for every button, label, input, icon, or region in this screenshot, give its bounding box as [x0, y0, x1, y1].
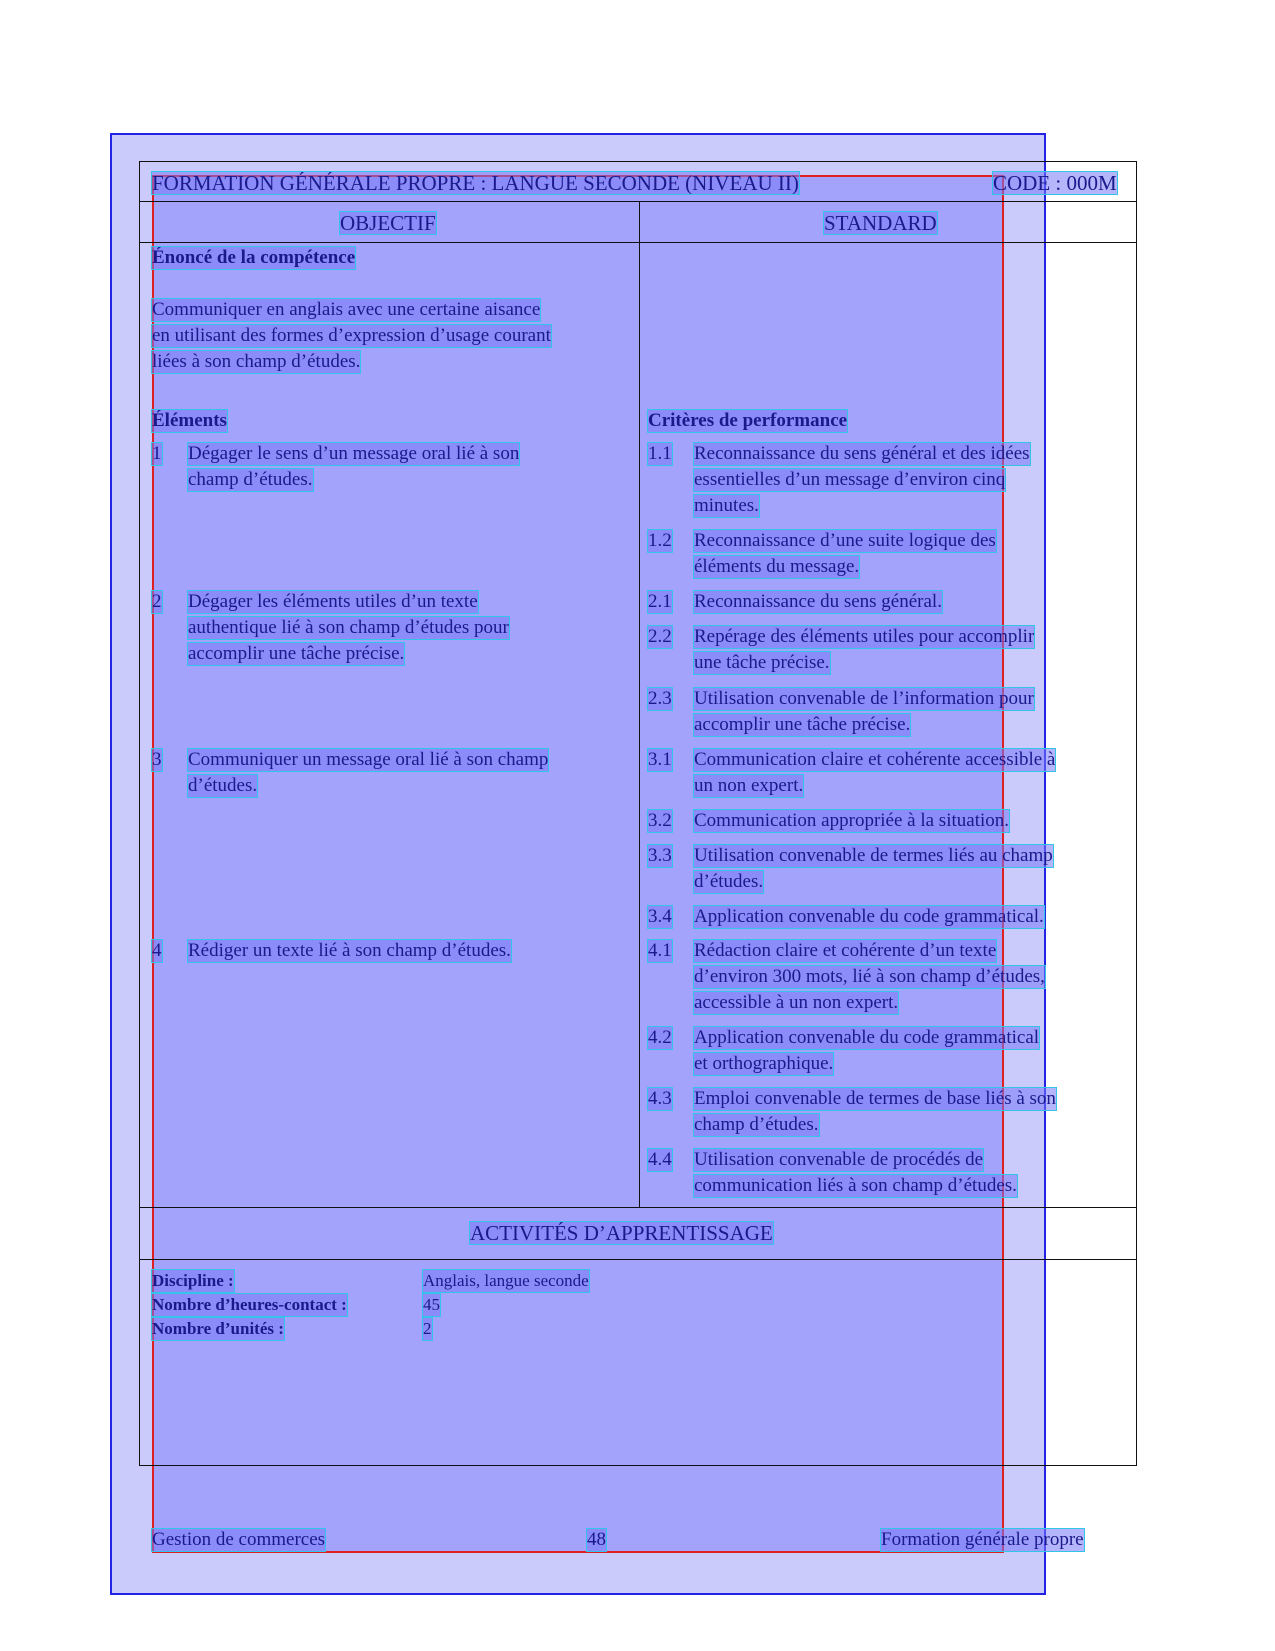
- footer-right: Formation générale propre: [881, 1529, 1084, 1550]
- element-line: Rédiger un texte lié à son champ d’études.: [188, 940, 511, 961]
- critere-number: 2.3: [648, 688, 672, 709]
- critere-line: et orthographique.: [694, 1053, 834, 1074]
- header-title: FORMATION GÉNÉRALE PROPRE : LANGUE SECONDE (NIVEAU II): [152, 171, 799, 195]
- criteres-heading: Critères de performance: [648, 410, 848, 431]
- critere-number: 3.1: [648, 749, 672, 770]
- critere-line: d’environ 300 mots, lié à son champ d’études,: [694, 966, 1045, 987]
- critere-line: Utilisation convenable de procédés de: [694, 1149, 984, 1170]
- critere-number: 4.4: [648, 1149, 672, 1170]
- column-objectif: OBJECTIF: [340, 211, 436, 235]
- critere-line: Reconnaissance du sens général et des idées: [694, 443, 1030, 464]
- element-line: Dégager le sens d’un message oral lié à son: [188, 443, 520, 464]
- critere-number: 4.1: [648, 940, 672, 961]
- activites-top-divider: [139, 1207, 1137, 1208]
- critere-line: éléments du message.: [694, 556, 860, 577]
- footer-left: Gestion de commerces: [152, 1529, 326, 1550]
- discipline-label: Discipline :: [152, 1271, 234, 1290]
- table-border-right: [1136, 161, 1137, 1466]
- table-border-bottom: [139, 1465, 1137, 1466]
- critere-line: accomplir une tâche précise.: [694, 714, 911, 735]
- critere-line: un non expert.: [694, 775, 804, 796]
- critere-line: une tâche précise.: [694, 652, 830, 673]
- critere-line: Reconnaissance du sens général.: [694, 591, 942, 612]
- footer-page-number: 48: [587, 1529, 606, 1550]
- critere-number: 2.2: [648, 626, 672, 647]
- element-line: accomplir une tâche précise.: [188, 643, 405, 664]
- critere-line: Application convenable du code grammatical.: [694, 906, 1044, 927]
- critere-line: Utilisation convenable de termes liés au champ: [694, 845, 1053, 866]
- competence-line: Communiquer en anglais avec une certaine aisance: [152, 299, 541, 320]
- elements-heading: Éléments: [152, 410, 227, 431]
- critere-number: 1.1: [648, 443, 672, 464]
- element-line: authentique lié à son champ d’études pour: [188, 617, 509, 638]
- critere-line: Utilisation convenable de l’information pour: [694, 688, 1034, 709]
- critere-line: Rédaction claire et cohérente d’un texte: [694, 940, 997, 961]
- element-line: Communiquer un message oral lié à son champ: [188, 749, 549, 770]
- critere-line: champ d’études.: [694, 1114, 819, 1135]
- critere-number: 3.4: [648, 906, 672, 927]
- column-standard: STANDARD: [824, 211, 937, 235]
- element-line: d’études.: [188, 775, 258, 796]
- critere-number: 4.2: [648, 1027, 672, 1048]
- activites-bottom-divider: [139, 1259, 1137, 1260]
- columns-divider: [139, 242, 1137, 243]
- critere-line: Application convenable du code grammatical: [694, 1027, 1040, 1048]
- heures-label: Nombre d’heures-contact :: [152, 1295, 347, 1314]
- critere-line: Reconnaissance d’une suite logique des: [694, 530, 996, 551]
- critere-number: 3.3: [648, 845, 672, 866]
- critere-line: d’études.: [694, 871, 764, 892]
- element-line: Dégager les éléments utiles d’un texte: [188, 591, 478, 612]
- unites-label: Nombre d’unités :: [152, 1319, 284, 1338]
- element-number: 3: [152, 749, 162, 770]
- element-number: 1: [152, 443, 162, 464]
- discipline-value: Anglais, langue seconde: [423, 1271, 589, 1290]
- heures-value: 45: [423, 1295, 440, 1314]
- critere-line: essentielles d’un message d’environ cinq: [694, 469, 1006, 490]
- table-border-top: [139, 161, 1137, 162]
- competence-heading: Énoncé de la compétence: [152, 247, 356, 268]
- critere-line: Repérage des éléments utiles pour accomplir: [694, 626, 1035, 647]
- element-number: 2: [152, 591, 162, 612]
- element-number: 4: [152, 940, 162, 961]
- table-border-left: [139, 161, 140, 1466]
- column-separator: [639, 201, 640, 1207]
- critere-line: minutes.: [694, 495, 759, 516]
- critere-number: 3.2: [648, 810, 672, 831]
- competence-line: en utilisant des formes d’expression d’usage courant: [152, 325, 551, 346]
- critere-line: communication liés à son champ d’études.: [694, 1175, 1017, 1196]
- critere-number: 2.1: [648, 591, 672, 612]
- header-divider: [139, 201, 1137, 202]
- unites-value: 2: [423, 1319, 432, 1338]
- competence-line: liées à son champ d’études.: [152, 351, 361, 372]
- critere-number: 1.2: [648, 530, 672, 551]
- critere-line: accessible à un non expert.: [694, 992, 899, 1013]
- critere-number: 4.3: [648, 1088, 672, 1109]
- activites-title: ACTIVITÉS D’APPRENTISSAGE: [470, 1221, 773, 1245]
- critere-line: Emploi convenable de termes de base liés à son: [694, 1088, 1056, 1109]
- element-line: champ d’études.: [188, 469, 313, 490]
- critere-line: Communication claire et cohérente accessible à: [694, 749, 1056, 770]
- critere-line: Communication appropriée à la situation.: [694, 810, 1010, 831]
- header-code: CODE : 000M: [993, 171, 1117, 195]
